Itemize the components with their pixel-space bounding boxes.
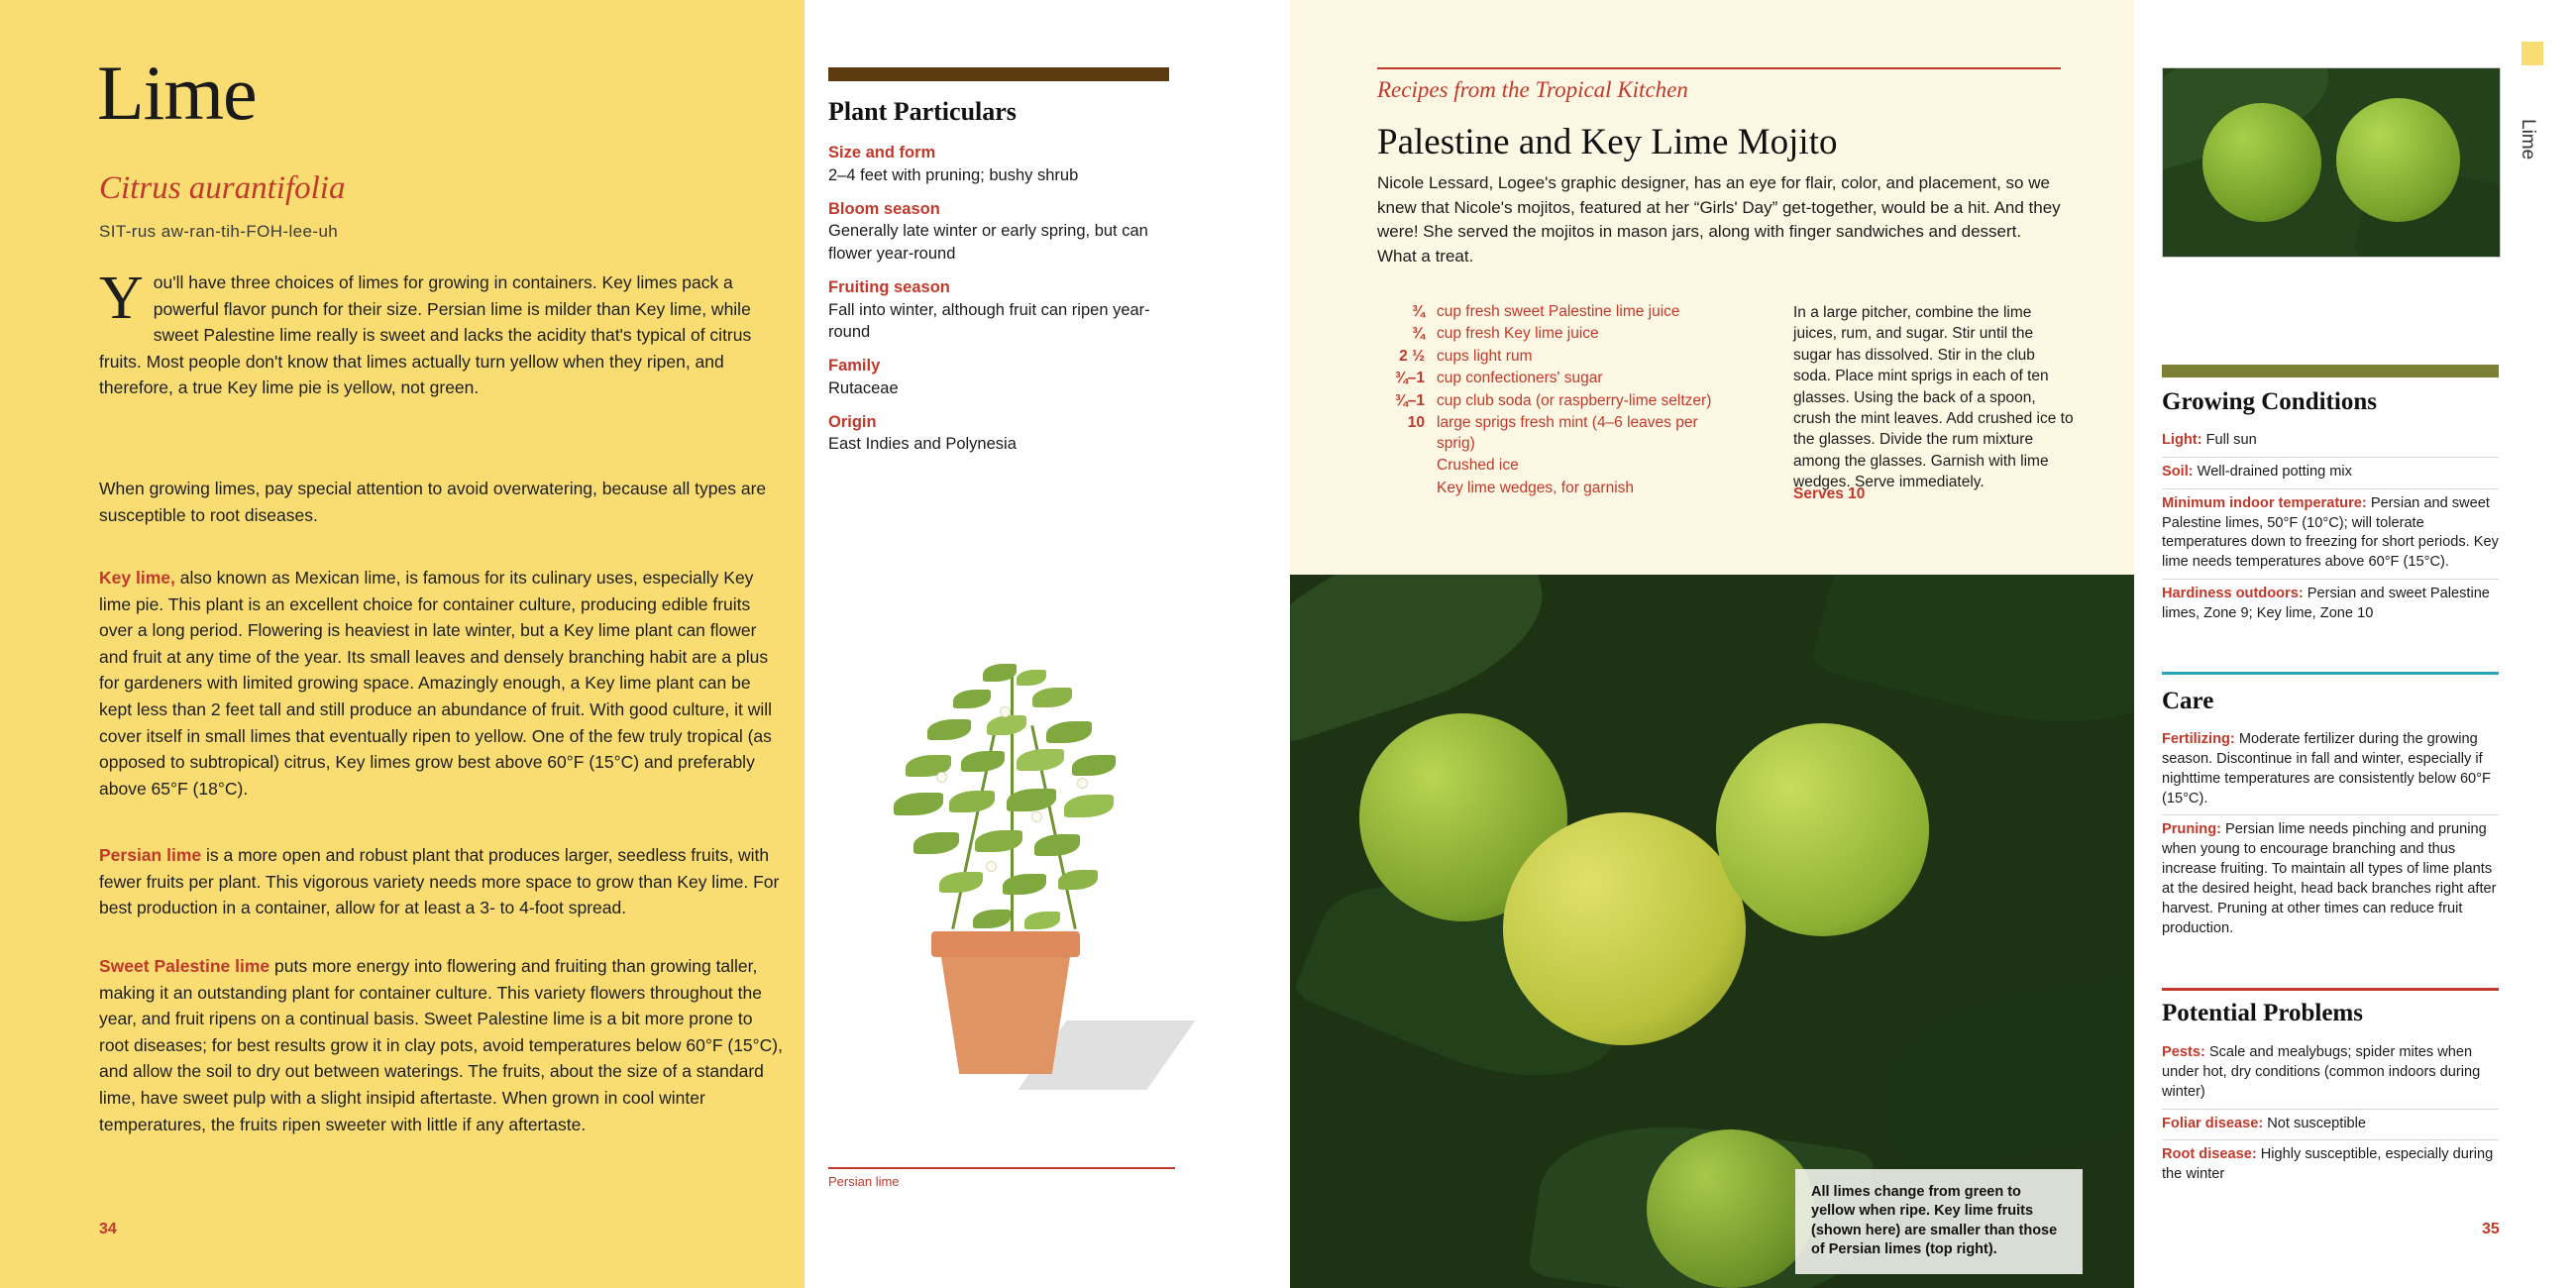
pp-value: East Indies and Polynesia [828, 435, 1017, 454]
care-list [2162, 725, 2499, 944]
leaf-icon [949, 791, 995, 812]
item-value: Scale and mealybugs; spider mites when under hot, dry conditions (common indoors during winter) [2162, 1044, 2481, 1100]
lead-text: ou'll have three choices of limes for growing in containers. Key limes pack a powerful flavor punch for their size. Persian lime is milder than Key lime, while sweet Palestine lime really is sweet and lacks the acidity that's typical of citrus fruits. Most people don't know that limes actually turn yellow when they ripen, and therefore, a true Key lime pie is yellow, not green. [99, 272, 752, 398]
ingredient-row [1377, 413, 1734, 454]
section-rule-red [2162, 988, 2499, 991]
ingredient-row [1377, 347, 1734, 367]
sweet-palestine-runin: Sweet Palestine lime [99, 956, 270, 976]
item-value: Highly susceptible, especially during the winter [2162, 1146, 2494, 1183]
persian-lime-photo [2162, 67, 2501, 258]
photo-leaf [1810, 575, 2134, 754]
list-item [2162, 1110, 2499, 1141]
leaf-icon [987, 715, 1026, 735]
leaf-icon [927, 719, 971, 740]
flower-icon [1032, 812, 1041, 821]
plant-particulars-column [805, 0, 1290, 1288]
leaf-icon [953, 690, 991, 708]
pot-rim [931, 931, 1080, 957]
ingredient-row [1377, 479, 1734, 498]
item-label: Hardiness outdoors: [2162, 586, 2304, 602]
recipe-panel [1290, 0, 2134, 575]
sweet-palestine-text: puts more energy into flowering and fruiting than growing taller, making it an outstanding plant for container culture. This variety flowers throughout the year, and fruit ripens on a continual basis. Sweet Palestine lime is a bit more prone to root diseases; for best results grow it in clay pots, avoid temperatures below 60°F (15°C), and allow the soil to dry out between waterings. The fruits, about the size of a standard lime, have sweet pulp with a slight insipid aftertaste. When grown in cool winter temperatures, the fruits ripen sweeter with little if any aftertaste. [99, 956, 783, 1134]
leaf-icon [1003, 874, 1046, 895]
ingredient-amount: ¾ [1412, 325, 1425, 343]
lime-fruit [1503, 812, 1746, 1045]
ingredient-text: cup fresh Key lime juice [1437, 325, 1599, 343]
page-title: Lime [97, 50, 257, 136]
leaf-icon [1072, 755, 1116, 776]
item-label: Foliar disease: [2162, 1115, 2264, 1131]
ingredient-text: cup club soda (or raspberry-lime seltzer) [1437, 391, 1712, 409]
page-number-left: 34 [99, 1221, 117, 1237]
recipe-intro: Nicole Lessard, Logee's graphic designer, has an eye for flair, color, and placement, so we knew that Nicole's mojitos, featured at her “Girls' Day” get-together, would be a hit. And they were! She served the mojitos in mason jars, along with finger sandwiches and dessert. What a treat. [1377, 173, 2061, 266]
edge-tab-label: Lime [2518, 119, 2538, 161]
recipe-serves: Serves 10 [1793, 485, 1866, 502]
item-value: Persian lime needs pinching and pruning when young to encourage branching and thus increase fruiting. To maintain all types of lime plants at the desired height, head back branches right after harvest. Pruning at other times can reduce fruit production. [2162, 821, 2497, 936]
drop-cap: Y [99, 265, 144, 332]
ingredient-row [1377, 302, 1734, 322]
ingredient-amount: ¾ [1412, 303, 1425, 320]
ingredient-list [1377, 302, 1734, 500]
photo-caption: All limes change from green to yellow when ripe. Key lime fruits (shown here) are smaller than those of Persian limes (top right). [1795, 1169, 2083, 1274]
ingredient-text: cup fresh sweet Palestine lime juice [1437, 303, 1680, 320]
lime-fruit [2202, 103, 2321, 222]
ingredient-text: large sprigs fresh mint (4–6 leaves per sprig) [1437, 414, 1698, 452]
item-value: Persian and sweet Palestine limes, 50°F (10°C); will tolerate temperatures down to freezing for short periods. Key lime needs temperatures above 60°F (15°C). [2162, 494, 2499, 571]
recipe-method: In a large pitcher, combine the lime juices, rum, and sugar. Stir until the sugar has dissolved. Stir in the club soda. Place mint sprigs in each of ten glasses. Using the back of a spoon, crush the mint leaves. Add crushed ice to the glasses. Divide the rum mixture among the glasses. Garnish with lime wedges. Serve immediately. [1793, 304, 2074, 490]
leaf-icon [1064, 795, 1114, 817]
recipe-title: Palestine and Key Lime Mojito [1377, 122, 1838, 162]
pp-value: 2–4 feet with pruning; bushy shrub [828, 165, 1079, 184]
pp-label: Origin [828, 412, 877, 431]
list-item [2162, 580, 2499, 630]
pp-label: Bloom season [828, 199, 940, 218]
leaf-icon [1017, 670, 1046, 686]
list-item [2162, 725, 2499, 815]
edge-tab-marker [2522, 42, 2543, 65]
pp-label: Family [828, 357, 881, 376]
list-item [2162, 815, 2499, 944]
lime-fruit [1716, 723, 1929, 936]
leaf-icon [961, 751, 1005, 772]
item-label: Root disease: [2162, 1146, 2257, 1163]
ingredient-row [1377, 456, 1734, 476]
leaf-icon [939, 872, 983, 893]
flower-icon [1078, 779, 1087, 788]
illustration-caption: Persian lime [828, 1174, 900, 1189]
leaf-icon [975, 830, 1022, 852]
pot-body [941, 957, 1070, 1074]
growing-conditions-list [2162, 426, 2499, 630]
ingredient-text: Crushed ice [1437, 457, 1519, 475]
list-item [2162, 458, 2499, 489]
item-value: Full sun [2201, 432, 2257, 448]
pronunciation-guide: SIT-rus aw-ran-tih-FOH-lee-uh [99, 222, 339, 241]
section-rule-brown [828, 67, 1169, 81]
section-rule-teal [2162, 672, 2499, 675]
lime-photograph [1290, 575, 2134, 1288]
potential-problems-list [2162, 1038, 2499, 1191]
key-lime-paragraph [99, 565, 783, 802]
ingredient-amount: ¾–1 [1394, 391, 1425, 409]
flower-icon [987, 862, 996, 871]
caption-rule [828, 1167, 1175, 1169]
ingredient-amount: 10 [1407, 414, 1425, 432]
pp-label: Fruiting season [828, 277, 950, 296]
ingredient-row [1377, 324, 1734, 344]
pp-label: Size and form [828, 144, 936, 161]
item-value: Not susceptible [2263, 1115, 2367, 1131]
item-value: Persian and sweet Palestine limes, Zone 9; Key lime, Zone 10 [2162, 586, 2490, 621]
lead-paragraph [99, 265, 783, 401]
ingredient-row [1377, 391, 1734, 411]
persian-lime-text: is a more open and robust plant that produces larger, seedless fruits, with fewer fruits per plant. This vigorous variety needs more space to grow than Key lime. For best production in a container, allow for at least a 3- to 4-foot spread. [99, 845, 780, 918]
item-value: Moderate fertilizer during the growing season. Discontinue in fall and winter, especially if nighttime temperatures are consistently below 60°F (15°C). [2162, 731, 2491, 806]
persian-lime-runin: Persian lime [99, 845, 202, 865]
leaf-icon [973, 910, 1011, 928]
pp-value: Rutaceae [828, 378, 899, 397]
item-label: Fertilizing: [2162, 731, 2235, 747]
care-heading: Care [2162, 688, 2214, 714]
leaf-icon [1024, 912, 1060, 929]
leaf-icon [894, 793, 943, 815]
ingredient-row [1377, 369, 1734, 388]
list-item [2162, 1038, 2499, 1110]
list-item [2162, 489, 2499, 580]
flower-icon [937, 773, 946, 782]
recipe-rule [1377, 67, 2061, 69]
terracotta-pot-icon [931, 931, 1080, 1075]
ingredient-text: Key lime wedges, for garnish [1437, 479, 1635, 496]
leaf-icon [913, 832, 959, 854]
item-label: Minimum indoor temperature: [2162, 494, 2367, 511]
leaf-icon [1017, 749, 1064, 771]
ingredient-amount: ¾–1 [1394, 370, 1425, 387]
right-page [1290, 0, 2576, 1288]
ingredient-amount [1377, 456, 1437, 476]
ingredient-amount: 2 ½ [1399, 347, 1425, 365]
lime-fruit [1647, 1129, 1815, 1288]
item-label: Soil: [2162, 463, 2194, 480]
item-label: Pruning: [2162, 821, 2221, 838]
watering-paragraph: When growing limes, pay special attention to avoid overwatering, because all types are susceptible to root diseases. [99, 479, 767, 525]
left-page [0, 0, 805, 1288]
foliage-group [884, 664, 1141, 951]
persian-lime-paragraph [99, 842, 783, 921]
potential-problems-heading: Potential Problems [2162, 1000, 2363, 1026]
leaf-icon [1046, 721, 1092, 743]
botanical-name: Citrus aurantifolia [99, 170, 346, 206]
ingredient-text: cup confectioners' sugar [1437, 370, 1603, 387]
pp-value: Generally late winter or early spring, but can flower year-round [828, 222, 1148, 264]
photo-leaf [1874, 964, 2134, 1177]
item-label: Pests: [2162, 1044, 2205, 1060]
list-item [2162, 426, 2499, 458]
flower-icon [1001, 707, 1010, 716]
sweet-palestine-paragraph [99, 953, 783, 1137]
item-label: Light: [2162, 432, 2202, 448]
ingredient-text: cups light rum [1437, 347, 1533, 365]
item-value: Well-drained potting mix [2193, 463, 2352, 480]
leaf-icon [1034, 834, 1080, 856]
plant-particulars-list [828, 142, 1175, 467]
potted-lime-illustration [814, 555, 1231, 1149]
section-rule-olive [2162, 365, 2499, 377]
plant-particulars-heading: Plant Particulars [828, 97, 1017, 126]
pp-value: Fall into winter, although fruit can ripen year-round [828, 300, 1150, 342]
lime-fruit [2336, 98, 2460, 222]
ingredient-amount [1377, 479, 1437, 498]
facts-sidebar [2142, 0, 2576, 1288]
key-lime-runin: Key lime, [99, 568, 175, 588]
growing-conditions-heading: Growing Conditions [2162, 388, 2377, 415]
leaf-icon [1058, 870, 1098, 890]
key-lime-text: also known as Mexican lime, is famous for its culinary uses, especially Key lime pie. This plant is an excellent choice for container culture, producing edible fruits over a long period. Flowering is heaviest in late winter, but a Key lime plant can flower and fruit at any time of the year. Its small leaves and densely branching habit are a plus for gardeners with limited growing space. Amazingly enough, a Key lime plant can be kept less than 2 feet tall and still produce an abundance of fruit. With good culture, it will cover itself in small limes that eventually ripen to yellow. One of the few truly tropical (as opposed to subtropical) citrus, Key limes grow best above 60°F (15°C) and preferably above 65°F (18°C). [99, 568, 772, 799]
page-number-right: 35 [2482, 1221, 2500, 1237]
list-item [2162, 1140, 2499, 1191]
recipe-kicker: Recipes from the Tropical Kitchen [1377, 77, 1688, 102]
leaf-icon [1032, 688, 1072, 707]
